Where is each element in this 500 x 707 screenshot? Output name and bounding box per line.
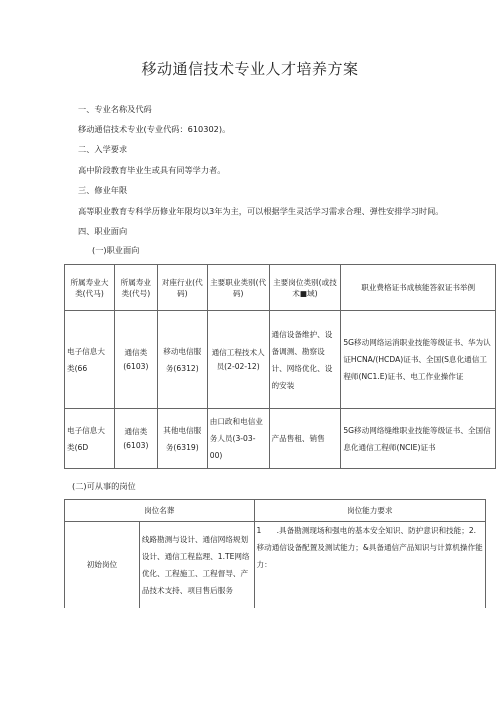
table-cell: 由口政和电信业务人员(3-03-00)	[207, 409, 269, 469]
table-cell: 初始岗位	[65, 522, 140, 608]
table-cell: 通信类(6103)	[114, 409, 157, 469]
table-cell: 5G移动网络缝维职业技能等级证书、全国信息化通信工程师(NCIE)证书	[341, 409, 496, 469]
section-4-subheading-2: (二)可从事的岗位	[72, 481, 136, 491]
section-4-subheading-1: (一)职业面向	[92, 245, 140, 255]
table-cell: 通信类(6103)	[114, 311, 157, 409]
table-cell: 产品售租、销售	[269, 409, 341, 469]
table-header-cell: 岗位名葬	[65, 500, 255, 522]
section-2-heading: 二、入学要求	[78, 144, 128, 154]
table-cell: 其他电信服务(6319)	[157, 409, 207, 469]
table-cell: 通信设备维护、设备调测、勘察设计、网络优化、设的安装	[269, 311, 341, 409]
table-header-cell: 主要职业类别(代码)	[207, 265, 269, 311]
job-positions-table	[64, 499, 486, 608]
table-cell: 通信工程技术人员(2-02-12)	[207, 311, 269, 409]
table-row	[65, 522, 486, 608]
table-header-cell: 主要岗位类别(或技术■域)	[269, 265, 341, 311]
career-orientation-table	[64, 264, 496, 469]
table-row	[65, 409, 496, 469]
section-3-heading: 三、修业年限	[78, 185, 128, 195]
section-4-heading: 四、职业面向	[78, 226, 128, 236]
section-1-text: 移动通信技术专业(专业代码：610302)。	[78, 124, 231, 134]
table-cell: 线路勘测与设计、通信网络规划设计、通信工程监理、1.TE网络优化、工程施工、工程督导、产品技术支持、项目售后服务	[139, 522, 254, 608]
table-row	[65, 311, 496, 409]
section-1-heading: 一、专业名称及代码	[78, 104, 152, 114]
table-header-row	[65, 265, 496, 311]
table-header-row	[65, 500, 486, 522]
table-header-cell: 所属寿业大类(代马)	[65, 265, 115, 311]
table-cell: 5G移动网络运消职业技能等级证书、华为认证HCNA/(HCDA)证书、全国(S息化通信工程师(NC1.E)证书、电工作业操作证	[341, 311, 496, 409]
table-header-cell: 岗位能力要求	[254, 500, 485, 522]
table-header-cell: 职业费格证书成核能答叙证书举例	[341, 265, 496, 311]
table-header-cell: 对座行业(代码)	[157, 265, 207, 311]
table-cell: 1 .具备勘测现场和强电的基本安全知识、防护意识和技能；2.移动通信设备配置及测试能力；&具备通信产品知识与计算机操作能力：	[254, 522, 485, 608]
table-header-cell: 所属寿业类(代号)	[114, 265, 157, 311]
table-cell: 移动电信服务(6312)	[157, 311, 207, 409]
table-cell: 电子信息大类(6D	[65, 409, 115, 469]
section-2-text: 高中阶段教育毕业生或具有同等学力者。	[78, 165, 226, 175]
table-cell: 电子信息大类(66	[65, 311, 115, 409]
section-3-text: 高等职业教育专科学历修业年限均以3年为主，可以根据学生灵活学习需求合理、弹性安排学习时间。	[78, 206, 444, 216]
page-title: 移动通信技术专业人才培养方案	[141, 60, 359, 78]
